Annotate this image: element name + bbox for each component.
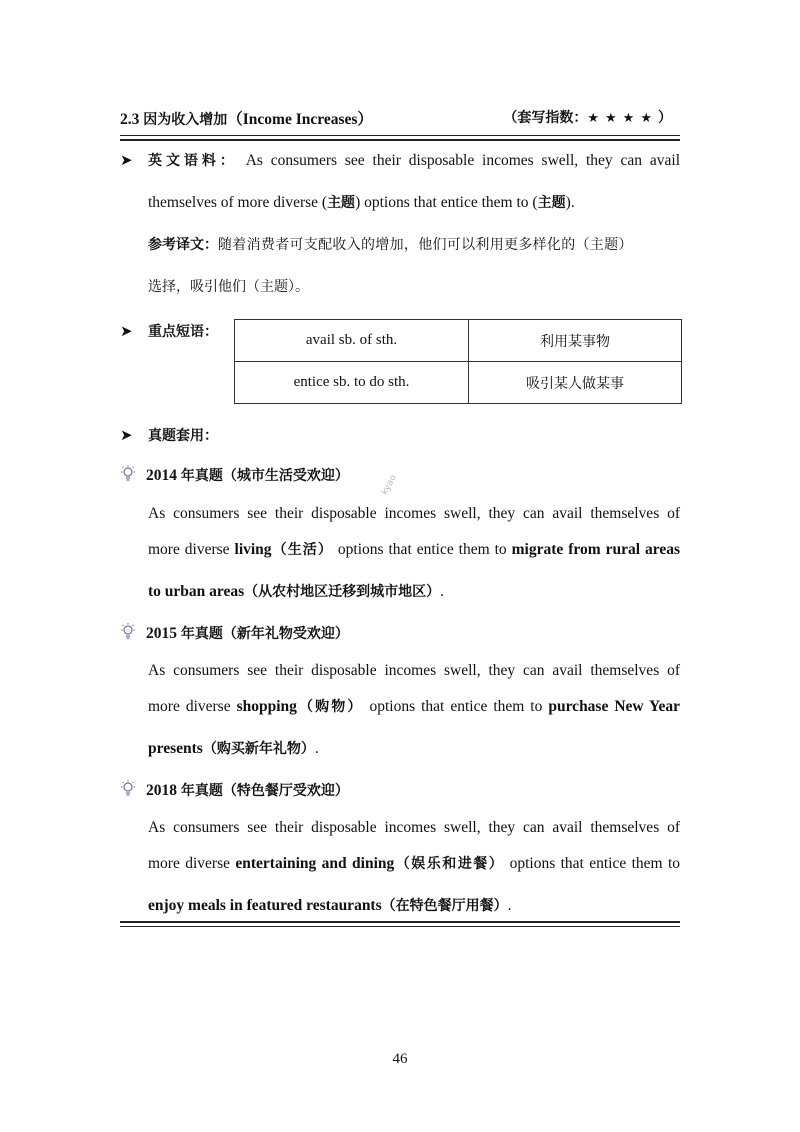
translation-line-1	[148, 235, 633, 255]
example-period: .	[440, 583, 445, 600]
index-close: ）	[658, 110, 672, 126]
example-text: options that entice them to	[363, 698, 549, 715]
english-text-2b: ) options that entice them to (	[355, 194, 538, 211]
translation-line-2	[148, 277, 309, 297]
example-text: more diverse	[148, 541, 235, 558]
section-rule-bottom	[120, 926, 680, 927]
example-2018-line-2	[148, 854, 680, 874]
lightbulb-icon	[120, 623, 140, 646]
table-row	[235, 362, 682, 404]
phrases-table	[234, 319, 682, 404]
section-number: 2.3	[120, 111, 140, 128]
phrases-label: 重点短语：	[148, 324, 218, 340]
phrase-zh: 利用某事物	[469, 320, 682, 362]
english-topic-1: 主题	[327, 195, 356, 211]
example-2018-line-3	[148, 896, 512, 916]
example-outcome: purchase New Year	[548, 698, 680, 715]
lightbulb-icon	[120, 465, 140, 488]
example-period: .	[314, 740, 319, 757]
section-rule-top	[120, 921, 680, 923]
example-heading-zh: 年真题（城市生活受欢迎）	[180, 468, 349, 485]
english-text-2c: ).	[565, 194, 575, 211]
example-text: more diverse	[148, 698, 237, 715]
example-outcome-zh: （从农村地区迁移到城市地区）	[244, 584, 441, 600]
index-stars: ★★★★	[587, 111, 658, 126]
example-2014-line-1	[148, 504, 680, 524]
example-year: 2015	[146, 625, 177, 643]
phrase-en: entice sb. to do sth.	[235, 362, 469, 404]
example-heading-zh: 年真题（新年礼物受欢迎）	[180, 626, 349, 643]
bullet-arrow-icon: ➤	[120, 428, 133, 444]
index-label: （套写指数：	[503, 110, 588, 126]
example-topic-zh: （娱乐和进餐）	[394, 856, 505, 872]
page-number: 46	[392, 1051, 408, 1067]
example-heading-zh: 年真题（特色餐厅受欢迎）	[180, 783, 349, 800]
example-outcome-zh: （在特色餐厅用餐）	[381, 898, 508, 914]
example-text: As consumers see their disposable incomes swell, they can avail themselves of	[148, 819, 680, 836]
example-2018-line-1	[148, 818, 680, 838]
example-topic: living	[234, 541, 272, 558]
translation-label: 参考译文：	[148, 237, 218, 253]
example-heading-2014	[120, 465, 349, 488]
phrases-label-line	[148, 322, 218, 342]
section-title-zh: 因为收入增加	[143, 112, 228, 128]
english-line-2	[148, 193, 575, 213]
section-header	[120, 107, 680, 129]
table-row	[235, 320, 682, 362]
example-text: more diverse	[148, 855, 236, 872]
example-text: As consumers see their disposable incomes swell, they can avail themselves of	[148, 505, 680, 522]
example-outcome: to urban areas	[148, 583, 245, 600]
example-topic: entertaining and dining	[235, 855, 395, 872]
example-outcome: migrate from rural areas	[511, 541, 680, 558]
example-topic-zh: （生活）	[271, 542, 333, 558]
example-period: .	[507, 897, 512, 914]
example-text: options that entice them to	[332, 541, 512, 558]
translation-text-2: 选择，吸引他们（主题）。	[148, 279, 309, 295]
example-topic: shopping	[236, 698, 297, 715]
example-2015-line-2	[148, 697, 680, 717]
example-heading-2015	[120, 623, 349, 646]
lightbulb-icon	[120, 780, 140, 803]
bullet-arrow-icon: ➤	[120, 324, 133, 340]
example-outcome: presents	[148, 740, 203, 757]
example-text: As consumers see their disposable incomes swell, they can avail themselves of	[148, 662, 680, 679]
example-heading-2018	[120, 780, 349, 803]
english-text-1: As consumers see their disposable incomes swell, they can avail	[245, 152, 680, 169]
example-year: 2014	[146, 467, 177, 485]
example-outcome-zh: （购买新年礼物）	[202, 741, 315, 757]
translation-text-1: 随着消费者可支配收入的增加，他们可以利用更多样化的（主题）	[218, 237, 633, 253]
english-text-2a: themselves of more diverse (	[148, 194, 328, 211]
example-2014-line-3	[148, 582, 444, 602]
english-label: 英文语料：	[148, 153, 238, 169]
applications-label: 真题套用：	[148, 428, 218, 444]
example-2015-line-3	[148, 739, 319, 759]
example-outcome: enjoy meals in featured restaurants	[148, 897, 382, 914]
difficulty-index	[503, 107, 672, 127]
watermark: kyao	[380, 473, 399, 497]
english-topic-2: 主题	[537, 195, 566, 211]
phrase-en: avail sb. of sth.	[235, 320, 469, 362]
bullet-arrow-icon: ➤	[120, 153, 133, 169]
example-2014-line-2	[148, 540, 680, 560]
section-title-en: （Income Increases）	[227, 111, 373, 128]
english-line-1	[148, 151, 680, 171]
example-2015-line-1	[148, 661, 680, 681]
header-rule-top	[120, 135, 680, 136]
example-text: options that entice them to	[504, 855, 681, 872]
section-title	[120, 107, 373, 129]
applications-label-line	[148, 426, 218, 446]
phrase-zh: 吸引某人做某事	[469, 362, 682, 404]
header-rule-bottom	[120, 139, 680, 141]
example-topic-zh: （购物）	[296, 699, 364, 715]
example-year: 2018	[146, 782, 177, 800]
